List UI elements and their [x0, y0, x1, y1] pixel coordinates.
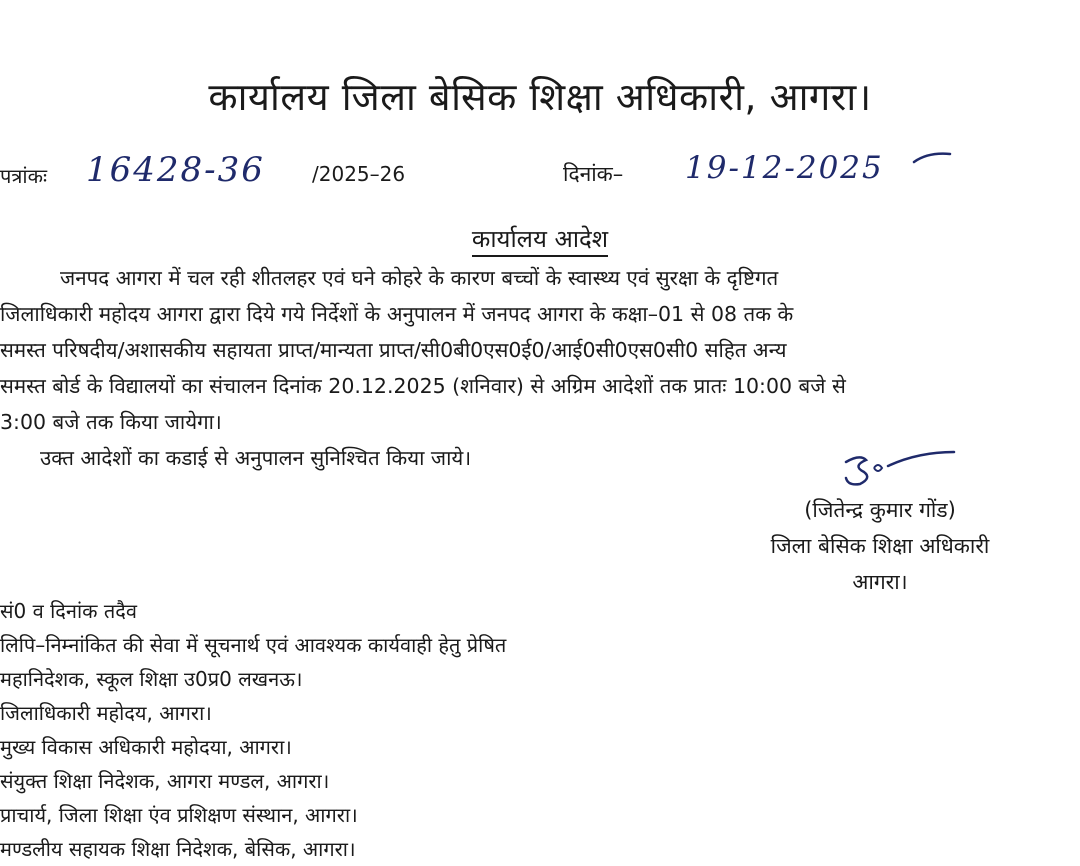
order-line: उक्त आदेशों का कडाई से अनुपालन सुनिश्चित किया जाये।: [40, 446, 472, 470]
reference-label: पत्रांकः: [0, 164, 47, 188]
date-flourish-icon: [912, 150, 952, 170]
office-title: कार्यालय जिला बेसिक शिक्षा अधिकारी, आगरा।: [208, 75, 872, 119]
order-line: 3:00 बजे तक किया जायेगा।: [0, 410, 222, 434]
signatory-location: आगरा।: [852, 570, 908, 594]
reference-row: [0, 150, 1080, 200]
copy-to-block: [0, 594, 760, 866]
recipient-item: मुख्य विकास अधिकारी महोदया, आगरा।: [0, 735, 292, 759]
copy-ref-line: सं0 व दिनांक तदैव: [0, 599, 138, 623]
order-heading: [0, 222, 1080, 255]
copy-intro: लिपि–निम्नांकित की सेवा में सूचनार्थ एवं आवश्यक कार्यवाही हेतु प्रेषित: [0, 633, 507, 657]
date-label: दिनांक–: [563, 162, 624, 186]
order-line: जिलाधिकारी महोदय आगरा द्वारा दिये गये निर्देशों के अनुपालन में जनपद आगरा के कक्षा–01 से 08 तक के: [0, 302, 794, 326]
order-line: समस्त परिषदीय/अशासकीय सहायता प्राप्त/मान्यता प्राप्त/सी0बी0एस0ई0/आई0सी0एस0सी0 सहित अन्य: [0, 338, 787, 362]
signatory-name: (जितेन्द्र कुमार गोंड): [804, 498, 956, 522]
recipient-item: महानिदेशक, स्कूल शिक्षा उ0प्र0 लखनऊ।: [0, 667, 303, 691]
order-line: जनपद आगरा में चल रही शीतलहर एवं घने कोहरे के कारण बच्चों के स्वास्थ्य एवं सुरक्षा के दृष्टिगत: [60, 266, 779, 290]
recipient-item: जिलाधिकारी महोदय, आगरा।: [0, 701, 212, 725]
reference-year: /2025–26: [312, 162, 406, 186]
order-line: समस्त बोर्ड के विद्यालयों का संचालन दिनांक 20.12.2025 (शनिवार) से अग्रिम आदेशों तक प्रातः 10:00 बजे से: [0, 374, 846, 398]
signature-icon: [838, 446, 958, 490]
date-handwritten: 19-12-2025: [685, 150, 884, 186]
recipient-item: मण्डलीय सहायक शिक्षा निदेशक, बेसिक, आगरा।: [0, 837, 356, 861]
signatory-block: [720, 492, 1040, 600]
order-heading-text: कार्यालय आदेश: [472, 225, 608, 257]
reference-number-handwritten: 16428-36: [86, 150, 265, 190]
order-body: [0, 260, 1028, 476]
signatory-designation: जिला बेसिक शिक्षा अधिकारी: [770, 534, 990, 558]
recipient-item: प्राचार्य, जिला शिक्षा एंव प्रशिक्षण संस्थान, आगरा।: [0, 803, 358, 827]
recipient-item: संयुक्त शिक्षा निदेशक, आगरा मण्डल, आगरा।: [0, 769, 330, 793]
